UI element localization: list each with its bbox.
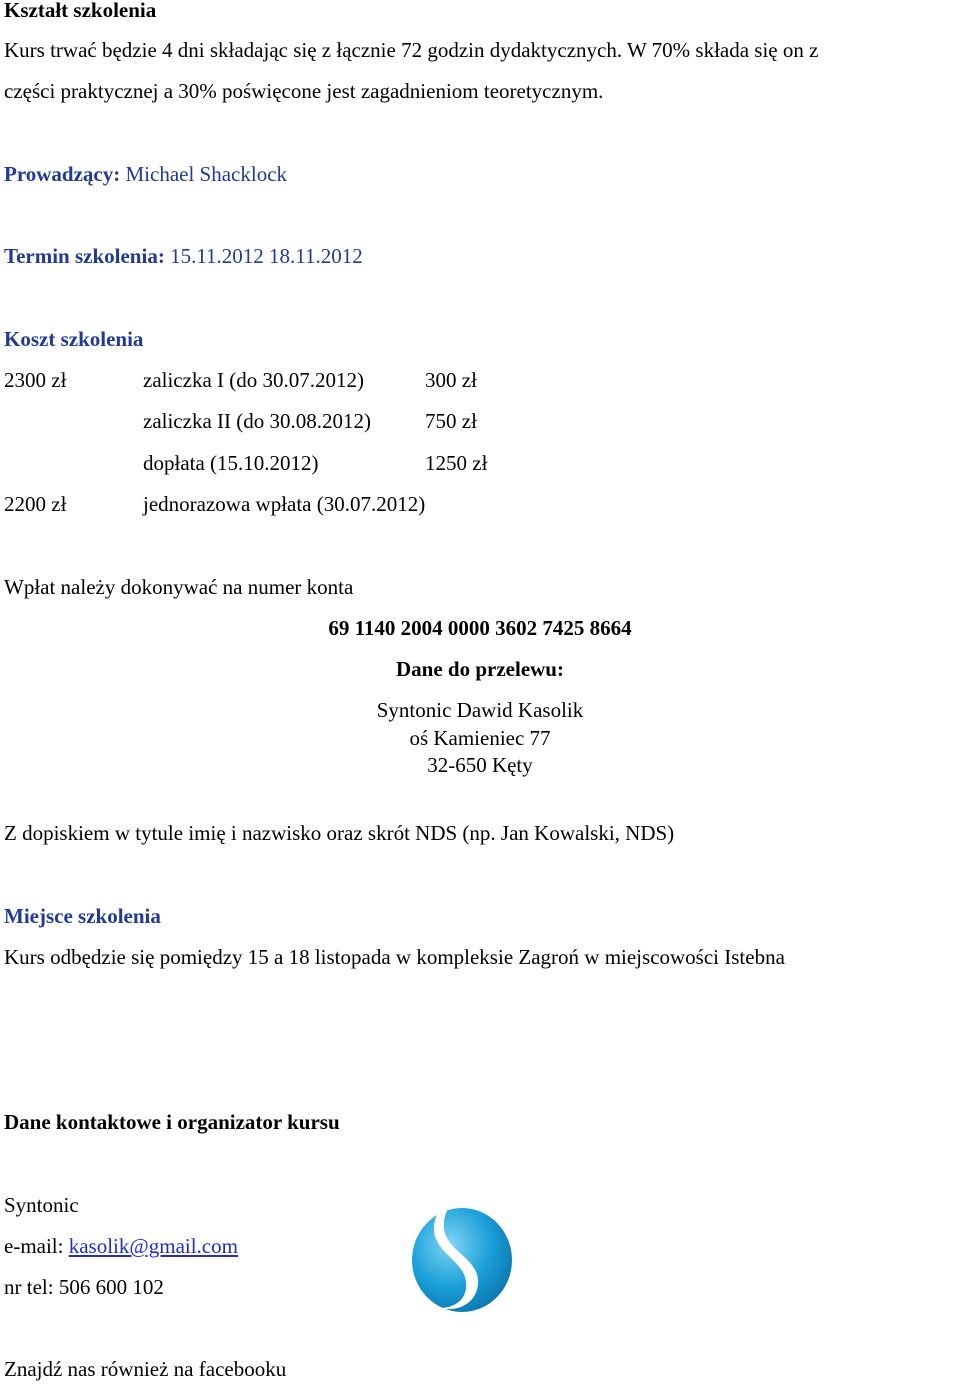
account-number: 69 1140 2004 0000 3602 7425 8664 [328, 616, 632, 640]
cost-desc: zaliczka II (do 30.08.2012) [143, 409, 371, 433]
term-label: Termin szkolenia: [4, 244, 165, 268]
heading-shape: Kształt szkolenia [4, 0, 157, 22]
cost-amount: 2200 zł [4, 492, 67, 516]
term-line [4, 244, 363, 269]
syntonic-s-logo-icon [410, 1188, 514, 1320]
instructor-label: Prowadzący: [4, 162, 121, 186]
place-text: Kurs odbędzie się pomiędzy 15 a 18 listopada w kompleksie Zagroń w miejscowości Istebna [4, 945, 785, 969]
contact-phone: nr tel: 506 600 102 [4, 1275, 164, 1299]
instructor-value: Michael Shacklock [125, 162, 288, 186]
contact-email-line [4, 1234, 238, 1259]
payment-note: Z dopiskiem w tytule imię i nazwisko oraz skrót NDS (np. Jan Kowalski, NDS) [4, 821, 675, 845]
transfer-heading: Dane do przelewu: [396, 657, 564, 681]
cost-desc: dopłata (15.10.2012) [143, 451, 319, 475]
cost-value: 750 zł [425, 409, 477, 433]
recipient-name: Syntonic Dawid Kasolik [376, 698, 584, 722]
contact-org: Syntonic [4, 1193, 79, 1217]
cost-amount: 2300 zł [4, 368, 67, 392]
heading-cost: Koszt szkolenia [4, 327, 144, 351]
heading-place: Miejsce szkolenia [4, 904, 161, 928]
email-label: e-mail: [4, 1234, 64, 1258]
term-value: 15.11.2012 18.11.2012 [170, 244, 363, 268]
cost-value: 1250 zł [425, 451, 488, 475]
cost-desc: zaliczka I (do 30.07.2012) [143, 368, 365, 392]
shape-line-2: części praktycznej a 30% poświęcone jest zagadnieniom teoretycznym. [4, 79, 604, 103]
shape-line-1: Kurs trwać będzie 4 dni składając się z łącznie 72 godzin dydaktycznych. W 70% składa się on z [4, 38, 819, 62]
instructor-line [4, 162, 287, 187]
cost-desc: jednorazowa wpłata (30.07.2012) [143, 492, 426, 516]
email-link[interactable]: kasolik@gmail.com [68, 1234, 238, 1258]
recipient-street: oś Kamieniec 77 [409, 726, 551, 750]
facebook-text: Znajdź nas również na facebooku [4, 1357, 287, 1381]
recipient-city: 32-650 Kęty [427, 753, 533, 777]
cost-value: 300 zł [425, 368, 477, 392]
heading-contact: Dane kontaktowe i organizator kursu [4, 1110, 340, 1134]
payment-intro: Wpłat należy dokonywać na numer konta [4, 575, 354, 599]
